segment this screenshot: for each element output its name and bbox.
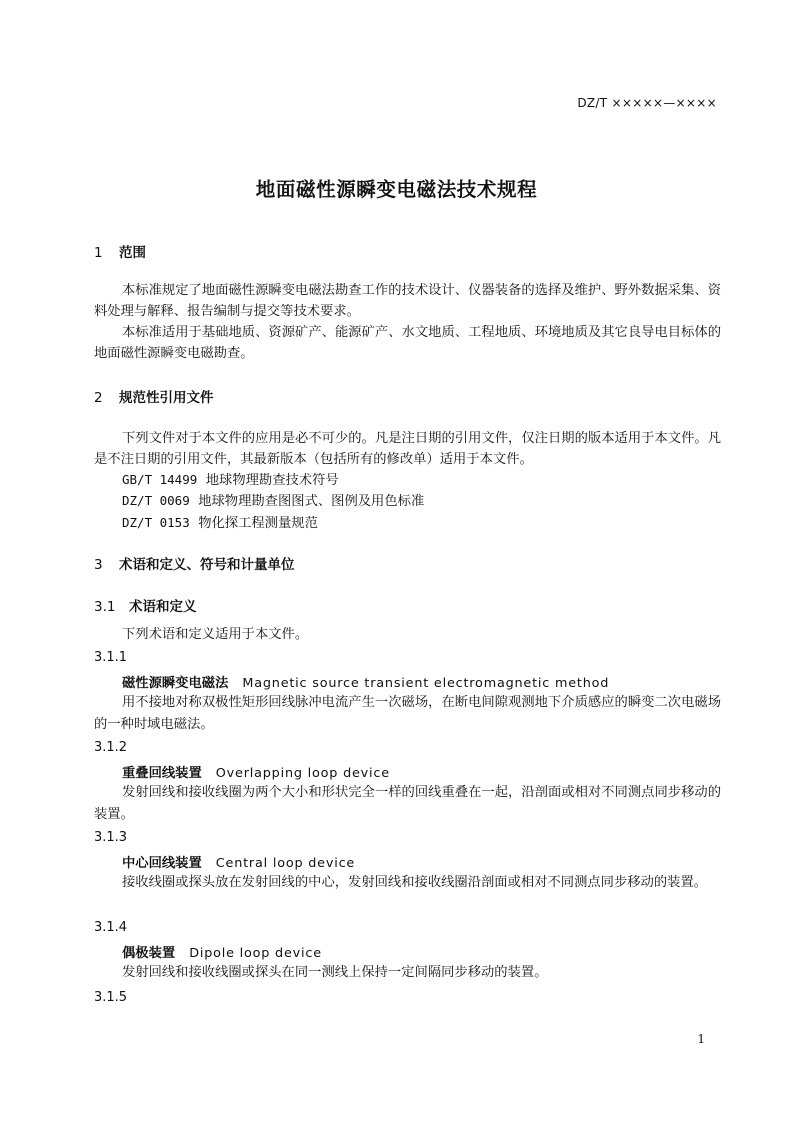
term-zh: 磁性源瞬变电磁法: [122, 676, 229, 691]
term-definition: 接收线圈或探头放在发射回线的中心，发射回线和接收线圈沿剖面或相对不同测点同步移动的装置。: [122, 875, 708, 890]
reference-item: [122, 512, 318, 531]
terms-intro: 下列术语和定义适用于本文件。: [122, 627, 309, 642]
term-number: 3.1.3: [94, 830, 128, 845]
section-2-heading: [94, 386, 214, 406]
term-entry: [122, 852, 355, 871]
reference-title: 地球物理勘查图图式、图例及用色标准: [198, 494, 425, 509]
reference-title: 物化探工程测量规范: [198, 516, 318, 531]
section-1-paragraph-1: 本标准规定了地面磁性源瞬变电磁法勘查工作的技术设计、仪器装备的选择及维护、野外数据采集、资料处理与解释、报告编制与提交等技术要求。: [94, 283, 721, 319]
term-definition: 发射回线和接收线圈为两个大小和形状完全一样的回线重叠在一起，沿剖面或相对不同测点同步移动的装置。: [94, 785, 721, 822]
document-code: DZ/T ×××××—××××: [577, 96, 717, 110]
term-number: 3.1.5: [94, 990, 128, 1005]
section-1-paragraph-2: 本标准适用于基础地质、资源矿产、能源矿产、水文地质、工程地质、环境地质及其它良导电目标体的地面磁性源瞬变电磁勘查。: [94, 325, 721, 361]
subsection-title: 术语和定义: [129, 599, 197, 615]
term-definition: 用不接地对称双极性矩形回线脉冲电流产生一次磁场，在断电间隙观测地下介质感应的瞬变二次电磁场的一种时域电磁法。: [94, 695, 721, 732]
term-number: 3.1.4: [94, 920, 128, 935]
document-title: 地面磁性源瞬变电磁法技术规程: [255, 178, 538, 201]
term-definition: 发射回线和接收线圈或探头在同一测线上保持一定间隔同步移动的装置。: [122, 965, 548, 980]
term-number: 3.1.2: [94, 740, 128, 755]
page-number: 1: [697, 1032, 705, 1046]
term-zh: 中心回线装置: [122, 856, 202, 871]
subsection-number: 3.1: [94, 599, 116, 615]
section-title: 术语和定义、符号和计量单位: [119, 557, 295, 573]
reference-title: 地球物理勘查技术符号: [205, 473, 339, 488]
reference-item: [122, 469, 339, 488]
section-2-paragraph: 下列文件对于本文件的应用是必不可少的。凡是注日期的引用文件，仅注日期的版本适用于本文件。凡是不注日期的引用文件，其最新版本（包括所有的修改单）适用于本文件。: [94, 431, 721, 467]
term-en: Central loop device: [215, 856, 356, 871]
section-number: 1: [94, 245, 103, 261]
term-zh: 重叠回线装置: [122, 766, 202, 781]
term-en: Dipole loop device: [189, 946, 322, 961]
section-title: 范围: [119, 245, 146, 261]
section-3-heading: [94, 553, 295, 573]
term-entry: [122, 762, 390, 781]
term-en: Magnetic source transient electromagnetic method: [242, 676, 610, 691]
term-en: Overlapping loop device: [215, 766, 390, 781]
term-entry: [122, 672, 609, 691]
subsection-3-1-heading: [94, 595, 197, 615]
reference-code: GB/T 14499: [122, 472, 198, 487]
reference-code: DZ/T 0153: [122, 515, 190, 530]
section-number: 2: [94, 390, 103, 406]
term-entry: [122, 942, 322, 961]
section-number: 3: [94, 557, 103, 573]
reference-code: DZ/T 0069: [122, 493, 190, 508]
section-title: 规范性引用文件: [119, 390, 214, 406]
term-zh: 偶极装置: [122, 946, 176, 961]
term-number: 3.1.1: [94, 650, 128, 665]
reference-item: [122, 490, 424, 509]
section-1-heading: [94, 241, 146, 261]
